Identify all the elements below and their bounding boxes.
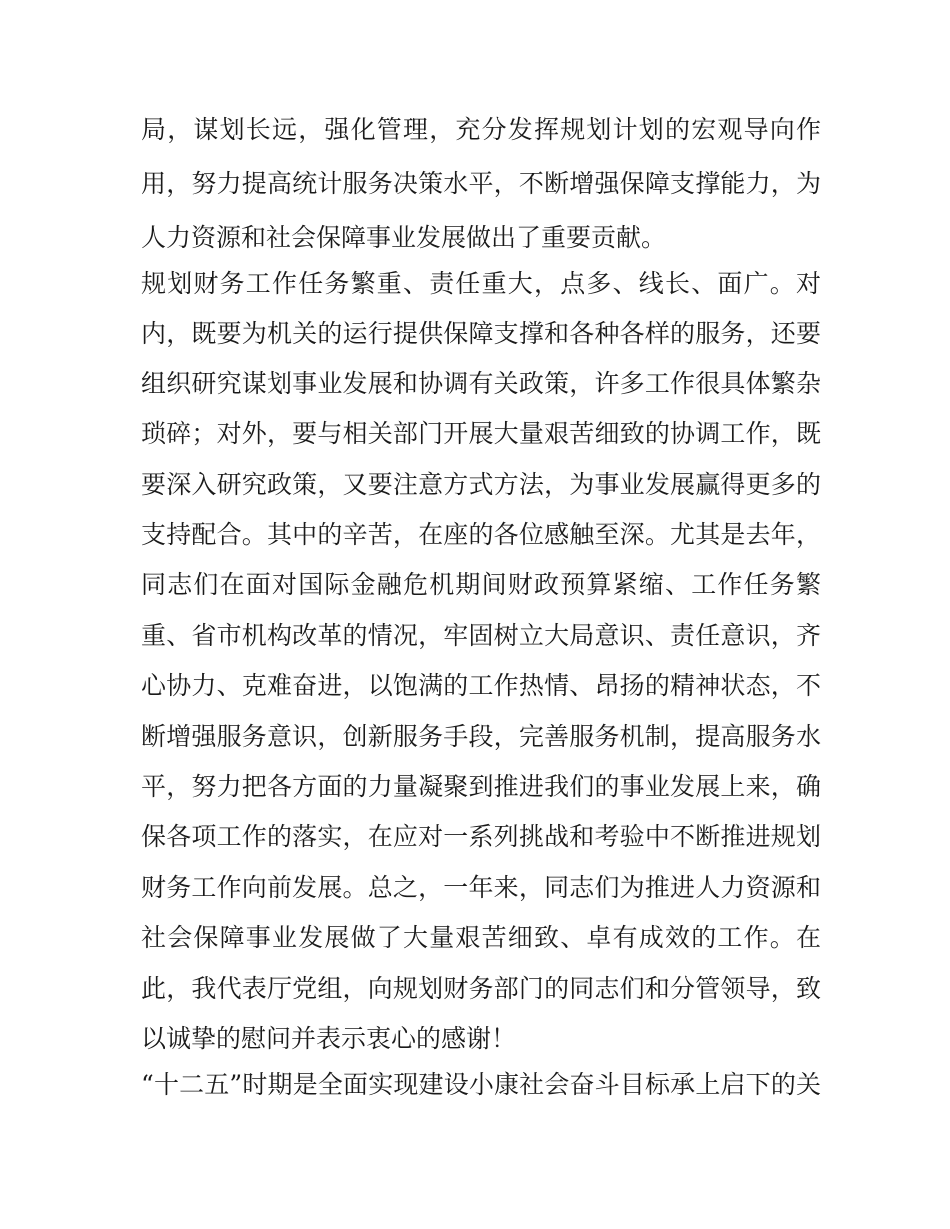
text-line: 此，我代表厅党组，向规划财务部门的同志们和分管领导，致 xyxy=(141,974,821,1003)
text-line: 保各项工作的落实，在应对一系列挑战和考验中不断推进规划 xyxy=(141,822,821,851)
text-line: “十二五”时期是全面实现建设小康社会奋斗目标承上启下的关 xyxy=(141,1070,821,1099)
text-line: 重、省市机构改革的情况，牢固树立大局意识、责任意识，齐 xyxy=(141,621,821,650)
text-line: 心协力、克难奋进，以饱满的工作热情、昂扬的精神状态，不 xyxy=(141,671,821,700)
text-line: 支持配合。其中的辛苦，在座的各位感触至深。尤其是去年， xyxy=(141,520,821,549)
text-line: 琐碎；对外，要与相关部门开展大量艰苦细致的协调工作，既 xyxy=(141,419,821,448)
text-line: 以诚挚的慰问并表示衷心的感谢！ xyxy=(141,1024,517,1053)
text-line: 社会保障事业发展做了大量艰苦细致、卓有成效的工作。在 xyxy=(141,923,821,952)
text-line: 要深入研究政策，又要注意方式方法，为事业发展赢得更多的 xyxy=(141,470,821,499)
text-line: 同志们在面对国际金融危机期间财政预算紧缩、工作任务繁 xyxy=(141,570,821,599)
text-line: 组织研究谋划事业发展和协调有关政策，许多工作很具体繁杂 xyxy=(141,369,821,398)
text-line: 平，努力把各方面的力量凝聚到推进我们的事业发展上来，确 xyxy=(141,772,821,801)
text-line: 断增强服务意识，创新服务手段，完善服务机制，提高服务水 xyxy=(141,722,821,751)
text-line: 财务工作向前发展。总之，一年来，同志们为推进人力资源和 xyxy=(141,873,821,902)
text-line: 用，努力提高统计服务决策水平，不断增强保障支撑能力，为 xyxy=(141,169,821,198)
text-line: 人力资源和社会保障事业发展做出了重要贡献。 xyxy=(141,223,667,252)
text-line: 局，谋划长远，强化管理，充分发挥规划计划的宏观导向作 xyxy=(141,115,821,144)
text-line: 规划财务工作任务繁重、责任重大，点多、线长、面广。对 xyxy=(141,269,821,298)
text-line: 内，既要为机关的运行提供保障支撑和各种各样的服务，还要 xyxy=(141,319,821,348)
